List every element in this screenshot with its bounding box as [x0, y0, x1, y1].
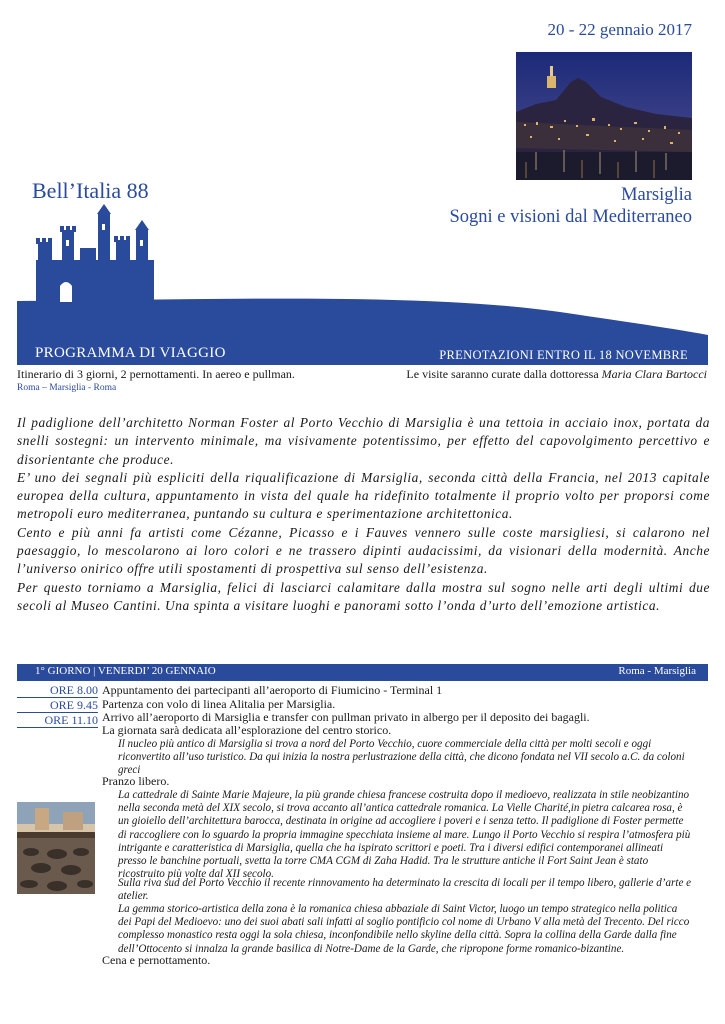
intro-paragraph: Per questo torniamo a Marsiglia, felici di lasciarci calamitare dalla mostra sul sogno nelle arti degli ultimi due secoli al Museo Cantini. Una spinta a visitare luoghi e panorami sotto l’onda d’urto dell’emozione artistica. — [17, 579, 710, 613]
intro-paragraph: E’ uno dei segnali più espliciti della riqualificazione di Marsiglia, seconda città della Francia, nel 2013 capitale europea della cultura, appuntamento in vista del quale ha ridefinito totalmente il proprio volto per proporsi come metropoli euro mediterranea, puntando su cultura e sperimentazione architettonica. — [17, 469, 710, 522]
day-title: 1° GIORNO | VENERDI’ 20 GENNAIO — [35, 665, 216, 677]
tour-subtitle: Sogni e visioni dal Mediterraneo — [449, 207, 692, 227]
day-description: La cattedrale di Sainte Marie Majeure, la più grande chiesa francese costruita dopo il medioevo, realizzata in stile neobizantino nella seconda metà del XIX secolo, si trova accanto all’antica cattedrale romanica. La Vielle Charité,in pietra calcarea rosa, è un gioiello dell’architettura barocca, destinata in origine ad accogliere i poveri e i senza tetto. Il padiglione di Foster permette di raccogliere con lo sguardo la propria immagine specchiata insieme al mare. Lungo il Porto Vecchio si respira l’atmosfera più intrigante e caratteristica di Marsiglia, quella che ha ispirato scrittori e poeti. Tra i diversi edifici contemporanei allineati presso le banchine portuali, svetta la torre CMA CGM di Zaha Hadid. Tra le strutture antiche il Fort Saint Jean è stato ricostruito più volte dal XII secolo. — [118, 789, 691, 881]
marseille-night-photo — [516, 52, 692, 180]
guide-note-prefix: Le visite saranno curate dalla dottoressa — [406, 367, 602, 381]
schedule-time: ORE 11.10 — [17, 714, 98, 728]
day-description: Il nucleo più antico di Marsiglia si trova a nord del Porto Vecchio, cuore commerciale della città per molti secoli e oggi riconvertito all’uso turistico. Da qui inizia la nostra perlustrazione della città, che dicono fondata nel VII secolo a.C. da coloni greci — [118, 738, 685, 777]
schedule-event: Appuntamento dei partecipanti all’aeroporto di Fiumicino - Terminal 1 — [102, 683, 443, 697]
day-description: La gemma storico-artistica della zona è la romanica chiesa abbaziale di Saint Victor, luogo un tempo strategico nella politica dei Papi del Medioevo: uno dei suoi abati sali infatti al soglio pontificio col nome di Urbano V alla metà del Trecento. Del ricco complesso monastico resta oggi la sola chiesa, inconfondibile nello skyline della città. Sopra la collina della Garde dalla fine dell’Ottocento si innalza la grande basilica di Notre-Dame de la Garde, che ripropone forme romanico-bizantine. — [118, 903, 690, 955]
guide-note — [380, 367, 707, 382]
intro-paragraph: Cento e più anni fa artisti come Cézanne, Picasso e i Fauves vennero sulle coste marsigliesi, si calarono nel paesaggio, lo mescolarono ai loro colori e ne trassero dipinti audacissimi, da visionari della modernità. Anche l’universo onirico offre utili spostamenti di prospettiva sul senso dell’esistenza. — [17, 524, 710, 577]
guide-name: Maria Clara Bartocci — [601, 367, 707, 381]
itinerary-summary: Itinerario di 3 giorni, 2 pernottamenti. In aereo e pullman. — [17, 367, 295, 381]
event-date: 20 - 22 gennaio 2017 — [547, 20, 692, 39]
booking-deadline: PRENOTAZIONI ENTRO IL 18 NOVEMBRE — [439, 348, 688, 362]
schedule-time: ORE 8.00 — [17, 684, 98, 698]
schedule-event: Arrivo all’aeroporto di Marsiglia e transfer con pullman privato in albergo per il deposito dei bagagli. — [102, 710, 590, 724]
lunch-note: Pranzo libero. — [102, 774, 170, 788]
dinner-note: Cena e pernottamento. — [102, 953, 211, 967]
day-route: Roma - Marsiglia — [618, 665, 696, 677]
schedule-event: Partenza con volo di linea Alitalia per Marsiglia. — [102, 697, 336, 711]
destination-title: Marsiglia — [621, 185, 692, 205]
foster-pavilion-photo — [17, 802, 95, 894]
intro-paragraph: Il padiglione dell’architetto Norman Foster al Porto Vecchio di Marsiglia è una tettoia in acciaio inox, portata da snelli sostegni: un intervento minimale, ma visivamente potentissimo, per effetto del capovolgimento percettivo e disorientante che produce. — [17, 415, 710, 467]
day-header-bar — [17, 664, 708, 681]
intro-text — [17, 414, 710, 615]
castle-silhouette-logo — [36, 204, 154, 302]
route-summary: Roma – Marsiglia - Roma — [17, 383, 117, 393]
day-description: Sulla riva sud del Porto Vecchio il recente rinnovamento ha determinato la crescita di locali per il tempo libero, gallerie d’arte e atelier. — [118, 877, 692, 903]
program-heading: PROGRAMMA DI VIAGGIO — [35, 345, 226, 361]
brand-name: Bell’Italia 88 — [32, 178, 149, 203]
schedule-note: La giornata sarà dedicata all’esplorazione del centro storico. — [102, 723, 392, 737]
schedule-time: ORE 9.45 — [17, 699, 98, 713]
